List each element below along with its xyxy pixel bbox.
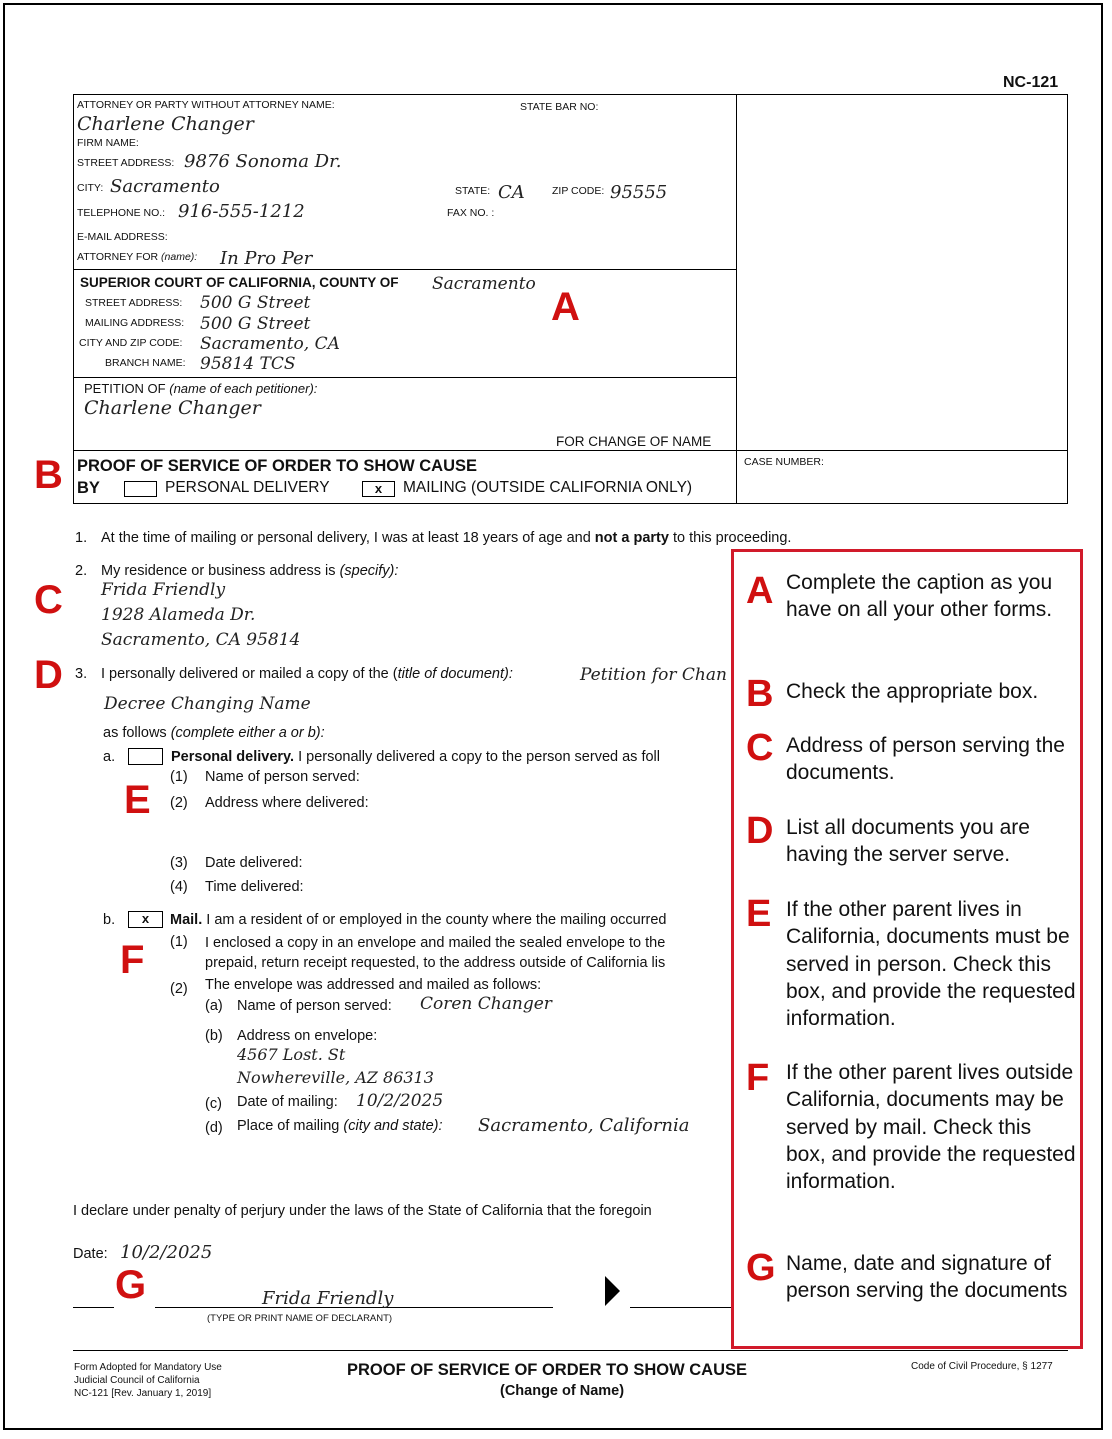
state-bar-label: STATE BAR NO: (520, 101, 599, 113)
panel-letter-c: C (746, 727, 774, 769)
envelope-street-value[interactable]: 4567 Lost. St (237, 1045, 346, 1064)
server-name[interactable]: Frida Friendly (101, 580, 226, 600)
personal-delivery-label: PERSONAL DELIVERY (165, 479, 330, 496)
zip-label: ZIP CODE: (552, 185, 605, 197)
court-title: SUPERIOR COURT OF CALIFORNIA, COUNTY OF (80, 275, 399, 290)
declaration-date-value[interactable]: 10/2/2025 (120, 1242, 213, 1263)
court-city-value[interactable]: Sacramento, CA (200, 334, 340, 354)
panel-letter-e: E (746, 893, 772, 935)
panel-letter-g: G (746, 1247, 776, 1289)
document-title-2[interactable]: Decree Changing Name (104, 694, 311, 714)
option-b-text: Mail. I am a resident of or employed in the county where the mailing occurred (170, 912, 667, 928)
street-value[interactable]: 9876 Sonoma Dr. (184, 151, 342, 172)
served-name-value[interactable]: Coren Changer (420, 994, 552, 1014)
mail-checkbox-b[interactable]: x (128, 911, 163, 928)
court-street-label: STREET ADDRESS: (85, 297, 183, 309)
attorney-for-value[interactable]: In Pro Per (220, 248, 313, 269)
annotation-d: D (34, 653, 63, 697)
b1-number: (1) (170, 934, 188, 950)
as-follows-text: as follows (complete either a or b): (103, 725, 325, 741)
a3-text: Date delivered: (205, 855, 303, 871)
court-street-value[interactable]: 500 G Street (200, 293, 311, 313)
mailing-label: MAILING (OUTSIDE CALIFORNIA ONLY) (403, 479, 693, 496)
annotation-a: A (551, 285, 580, 329)
proof-title: PROOF OF SERVICE OF ORDER TO SHOW CAUSE (77, 457, 478, 475)
item2-text: My residence or business address is (specify): (101, 563, 399, 579)
by-label: BY (77, 479, 100, 497)
panel-text-a: Complete the caption as you have on all your other forms. (786, 571, 1053, 622)
item3-number: 3. (75, 666, 88, 682)
panel-letter-f: F (746, 1057, 770, 1099)
b2-text: The envelope was addressed and mailed as follows: (205, 977, 542, 993)
mailing-checkbox[interactable]: x (362, 481, 395, 497)
signature-line[interactable] (630, 1307, 731, 1308)
option-a-label: a. (103, 749, 116, 765)
fax-label: FAX NO. : (447, 207, 495, 219)
server-city[interactable]: Sacramento, CA 95814 (101, 630, 301, 650)
city-value[interactable]: Sacramento (110, 176, 220, 197)
court-mailing-label: MAILING ADDRESS: (85, 317, 185, 329)
bc-text: Date of mailing: (237, 1094, 338, 1110)
signer-name-value[interactable]: Frida Friendly (262, 1288, 394, 1309)
a2-number: (2) (170, 795, 188, 811)
annotation-e: E (124, 778, 151, 822)
annotation-g: G (115, 1263, 147, 1307)
court-branch-label: BRANCH NAME: (105, 357, 186, 369)
item1-text: At the time of mailing or personal delivery, I was at least 18 years of age and not a party to this proceeding. (101, 530, 792, 546)
attorney-label: ATTORNEY OR PARTY WITHOUT ATTORNEY NAME: (77, 99, 335, 111)
a3-number: (3) (170, 855, 188, 871)
attorney-for-label: ATTORNEY FOR (name): (77, 251, 198, 263)
declaration-text: I declare under penalty of perjury under the laws of the State of California that the foregoin (73, 1203, 652, 1219)
server-street[interactable]: 1928 Alameda Dr. (101, 605, 256, 625)
panel-text-e: If the other parent lives in California, documents must be served in person. Check this box, and provide the requested information. (786, 898, 1076, 1031)
court-city-label: CITY AND ZIP CODE: (79, 337, 183, 349)
footer-title: PROOF OF SERVICE OF ORDER TO SHOW CAUSE (347, 1361, 748, 1379)
a4-text: Time delivered: (205, 879, 304, 895)
petition-label: PETITION OF (name of each petitioner): (84, 381, 318, 396)
bc-number: (c) (205, 1096, 222, 1112)
phone-label: TELEPHONE NO.: (77, 207, 166, 219)
street-label: STREET ADDRESS: (77, 157, 175, 169)
case-number-label: CASE NUMBER: (744, 456, 824, 468)
b2-number: (2) (170, 981, 188, 997)
signature-arrow-icon (605, 1276, 620, 1306)
b1-text-2: prepaid, return receipt requested, to the address outside of California lis (205, 955, 666, 971)
panel-text-c: Address of person serving the documents. (786, 734, 1065, 785)
footer-subtitle: (Change of Name) (500, 1383, 625, 1399)
court-branch-value[interactable]: 95814 TCS (200, 354, 296, 374)
panel-text-f: If the other parent lives outside California, documents may be served by mail. Check this box, and provide the requested information. (786, 1061, 1076, 1194)
bd-number: (d) (205, 1120, 223, 1136)
annotation-f: F (120, 938, 145, 982)
panel-text-d: List all documents you are having the server serve. (786, 816, 1030, 867)
for-change-label: FOR CHANGE OF NAME (556, 434, 712, 449)
option-b-label: b. (103, 912, 116, 928)
personal-delivery-checkbox[interactable] (124, 481, 157, 497)
item2-number: 2. (75, 563, 88, 579)
form-id: NC-121 (1003, 74, 1059, 91)
item3-text: I personally delivered or mailed a copy of the (title of document): (101, 666, 513, 682)
mailing-place-value[interactable]: Sacramento, California (478, 1115, 690, 1136)
a1-number: (1) (170, 769, 188, 785)
panel-text-b: Check the appropriate box. (786, 680, 1039, 703)
annotation-c: C (34, 578, 63, 622)
mailing-date-value[interactable]: 10/2/2025 (356, 1091, 444, 1111)
document-title-1[interactable]: Petition for Chan (580, 665, 727, 685)
instruction-panel (731, 549, 1083, 1349)
panel-text-g: Name, date and signature of person serving the documents (786, 1252, 1068, 1303)
panel-letter-a: A (746, 570, 774, 612)
ba-text: Name of person served: (237, 998, 392, 1014)
footer-left: Form Adopted for Mandatory Use Judicial Council of California NC-121 [Rev. January 1, 2019] (74, 1362, 222, 1399)
item1-number: 1. (75, 530, 88, 546)
annotation-b: B (34, 453, 63, 497)
panel-letter-d: D (746, 810, 774, 852)
signer-caption: (TYPE OR PRINT NAME OF DECLARANT) (207, 1313, 393, 1324)
phone-value[interactable]: 916-555-1212 (178, 201, 305, 222)
firm-label: FIRM NAME: (77, 137, 139, 149)
bb-text: Address on envelope: (237, 1028, 378, 1044)
b1-text-1: I enclosed a copy in an envelope and mailed the sealed envelope to the (205, 935, 666, 951)
attorney-name[interactable]: Charlene Changer (77, 113, 254, 135)
state-label: STATE: (455, 185, 491, 197)
email-label: E-MAIL ADDRESS: (77, 231, 168, 243)
date-label: Date: (73, 1246, 108, 1262)
state-value[interactable]: CA (498, 182, 525, 203)
a1-text: Name of person served: (205, 769, 360, 785)
zip-value[interactable]: 95555 (610, 182, 668, 203)
a2-text: Address where delivered: (205, 795, 369, 811)
petitioner-value[interactable]: Charlene Changer (84, 397, 261, 419)
bb-number: (b) (205, 1028, 223, 1044)
city-label: CITY: (77, 182, 104, 194)
court-mailing-value[interactable]: 500 G Street (200, 314, 311, 334)
personal-delivery-checkbox-a[interactable] (128, 748, 163, 765)
panel-letter-b: B (746, 673, 774, 715)
footer-code: Code of Civil Procedure, § 1277 (911, 1361, 1053, 1372)
envelope-city-value[interactable]: Nowhereville, AZ 86313 (237, 1068, 434, 1087)
bd-text: Place of mailing (city and state): (237, 1118, 443, 1134)
ba-number: (a) (205, 998, 223, 1014)
county-value[interactable]: Sacramento (432, 274, 536, 294)
a4-number: (4) (170, 879, 188, 895)
option-a-text: Personal delivery. I personally delivered a copy to the person served as foll (171, 749, 660, 765)
